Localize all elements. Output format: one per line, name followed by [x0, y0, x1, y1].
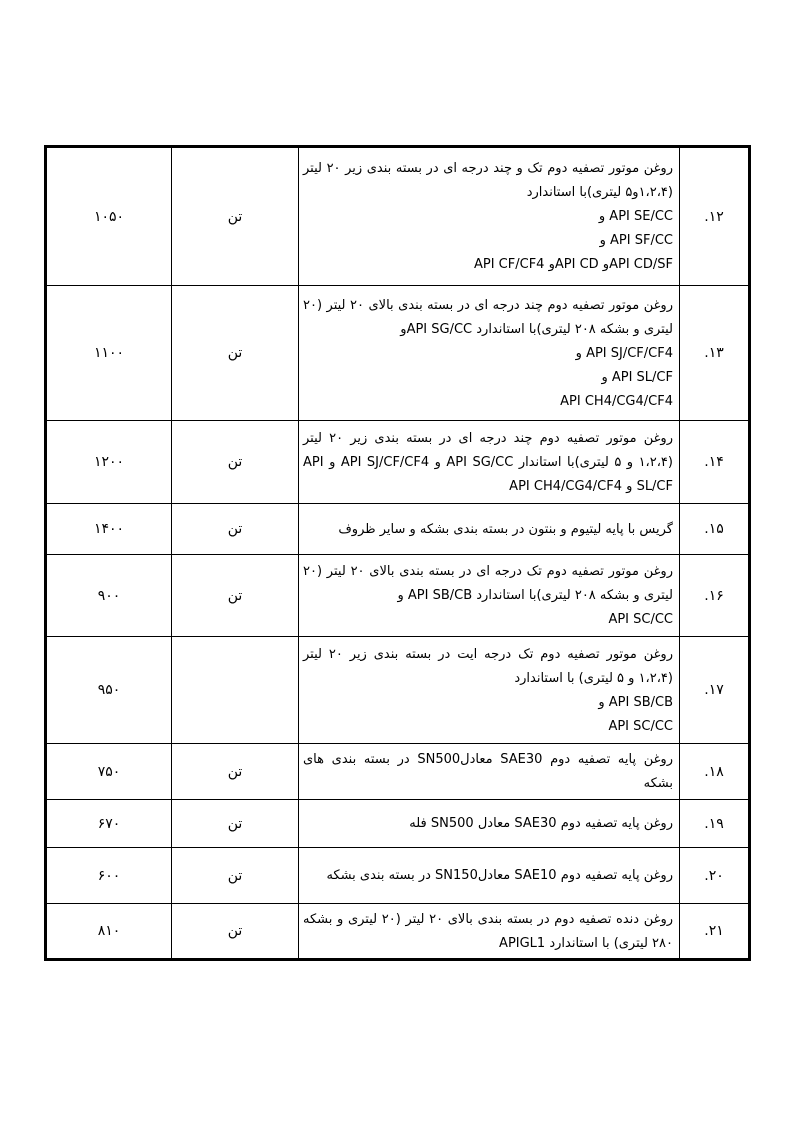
table-row — [46, 421, 750, 504]
product-description — [299, 555, 680, 637]
product-description — [299, 421, 680, 504]
product-description — [299, 504, 680, 555]
row-number: ۱۶. — [680, 555, 750, 637]
product-description — [299, 637, 680, 744]
table-row — [46, 504, 750, 555]
price-cell: ۱۲۰۰ — [46, 421, 172, 504]
description-line: API SB/CB و — [598, 694, 673, 710]
price-cell: ۶۰۰ — [46, 848, 172, 904]
row-number: ۱۵. — [680, 504, 750, 555]
price-cell: ۹۰۰ — [46, 555, 172, 637]
row-number: ۲۱. — [680, 904, 750, 960]
product-description — [299, 147, 680, 286]
description-line: API SC/CC — [608, 718, 673, 734]
row-number: ۲۰. — [680, 848, 750, 904]
unit-cell: تن — [172, 504, 299, 555]
description-line: روغن پایه تصفیه دوم SAE30 معادل SN500 فله — [409, 816, 673, 831]
table-row — [46, 800, 750, 848]
description-line: روغن موتور تصفیه دوم تک درجه ای در بسته بندی بالای ۲۰ لیتر (۲۰ لیتری و بشکه ۲۰۸ لیتری)با استاندارد API SB/CB و — [303, 564, 673, 603]
row-number: ۱۴. — [680, 421, 750, 504]
unit-cell: تن — [172, 555, 299, 637]
unit-cell: تن — [172, 421, 299, 504]
price-cell: ۱۰۵۰ — [46, 147, 172, 286]
row-number: ۱۷. — [680, 637, 750, 744]
description-line: API SE/CC و — [598, 209, 673, 224]
table-row — [46, 848, 750, 904]
table-row — [46, 555, 750, 637]
row-number: ۱۹. — [680, 800, 750, 848]
price-cell: ۸۱۰ — [46, 904, 172, 960]
unit-cell: تن — [172, 286, 299, 421]
table-row — [46, 147, 750, 286]
product-description — [299, 286, 680, 421]
description-line: گریس با پایه لیتیوم و بنتون در بسته بندی بشکه و سایر ظروف — [338, 521, 673, 537]
price-cell: ۱۱۰۰ — [46, 286, 172, 421]
unit-cell — [172, 637, 299, 744]
description-line: API CH4/CG4/CF4 — [560, 393, 673, 409]
description-line: روغن دنده تصفیه دوم در بسته بندی بالای ۲۰ لیتر (۲۰ لیتری و بشکه ۲۸۰ لیتری) با استاندارد APIGL1 — [303, 911, 673, 951]
unit-cell: تن — [172, 904, 299, 960]
description-line: روغن پایه تصفیه دوم SAE10 معادلSN150 در بسته بندی بشکه — [326, 868, 673, 883]
row-number: ۱۲. — [680, 147, 750, 286]
description-line: API SJ/CF/CF4 و — [575, 345, 673, 361]
price-cell: ۷۵۰ — [46, 744, 172, 800]
description-line: API SF/CC و — [599, 233, 673, 248]
unit-cell: تن — [172, 147, 299, 286]
table-row — [46, 637, 750, 744]
description-line: روغن موتور تصفیه دوم تک درجه ایت در بسته بندی زیر ۲۰ لیتر (۱،۲،۴ و ۵ لیتری) با استاندارد — [303, 646, 673, 686]
product-description — [299, 744, 680, 800]
table-row — [46, 744, 750, 800]
table-row — [46, 286, 750, 421]
row-number: ۱۳. — [680, 286, 750, 421]
price-cell: ۱۴۰۰ — [46, 504, 172, 555]
price-cell: ۹۵۰ — [46, 637, 172, 744]
price-cell: ۶۷۰ — [46, 800, 172, 848]
description-line: روغن موتور تصفیه دوم چند درجه ای در بسته بندی زیر ۲۰ لیتر (۱،۲،۴ و ۵ لیتری)با استاندار API SG/CC و API SJ/CF/CF4 و API SL/CF و API CH4/CG4/CF4 — [303, 430, 673, 494]
product-description — [299, 800, 680, 848]
description-line: API SC/CC — [608, 612, 673, 627]
product-description — [299, 848, 680, 904]
description-line: روغن پایه تصفیه دوم SAE30 معادلSN500 در بسته بندی های بشکه — [303, 752, 673, 791]
table-row — [46, 904, 750, 960]
price-table — [44, 145, 751, 961]
description-line: API CD/SFو API CDو API CF/CF4 — [473, 257, 673, 272]
description-line: API SL/CF و — [601, 369, 673, 385]
description-line: روغن موتور تصفیه دوم تک و چند درجه ای در بسته بندی زیر ۲۰ لیتر (۱،۲،۴و۵ لیتری)با استاندارد — [303, 161, 673, 200]
row-number: ۱۸. — [680, 744, 750, 800]
unit-cell: تن — [172, 848, 299, 904]
product-description — [299, 904, 680, 960]
description-line: روغن موتور تصفیه دوم چند درجه ای در بسته بندی بالای ۲۰ لیتر (۲۰ لیتری و بشکه ۲۰۸ لیتری)با استاندارد API SG/CCو — [303, 297, 673, 337]
unit-cell: تن — [172, 800, 299, 848]
unit-cell: تن — [172, 744, 299, 800]
